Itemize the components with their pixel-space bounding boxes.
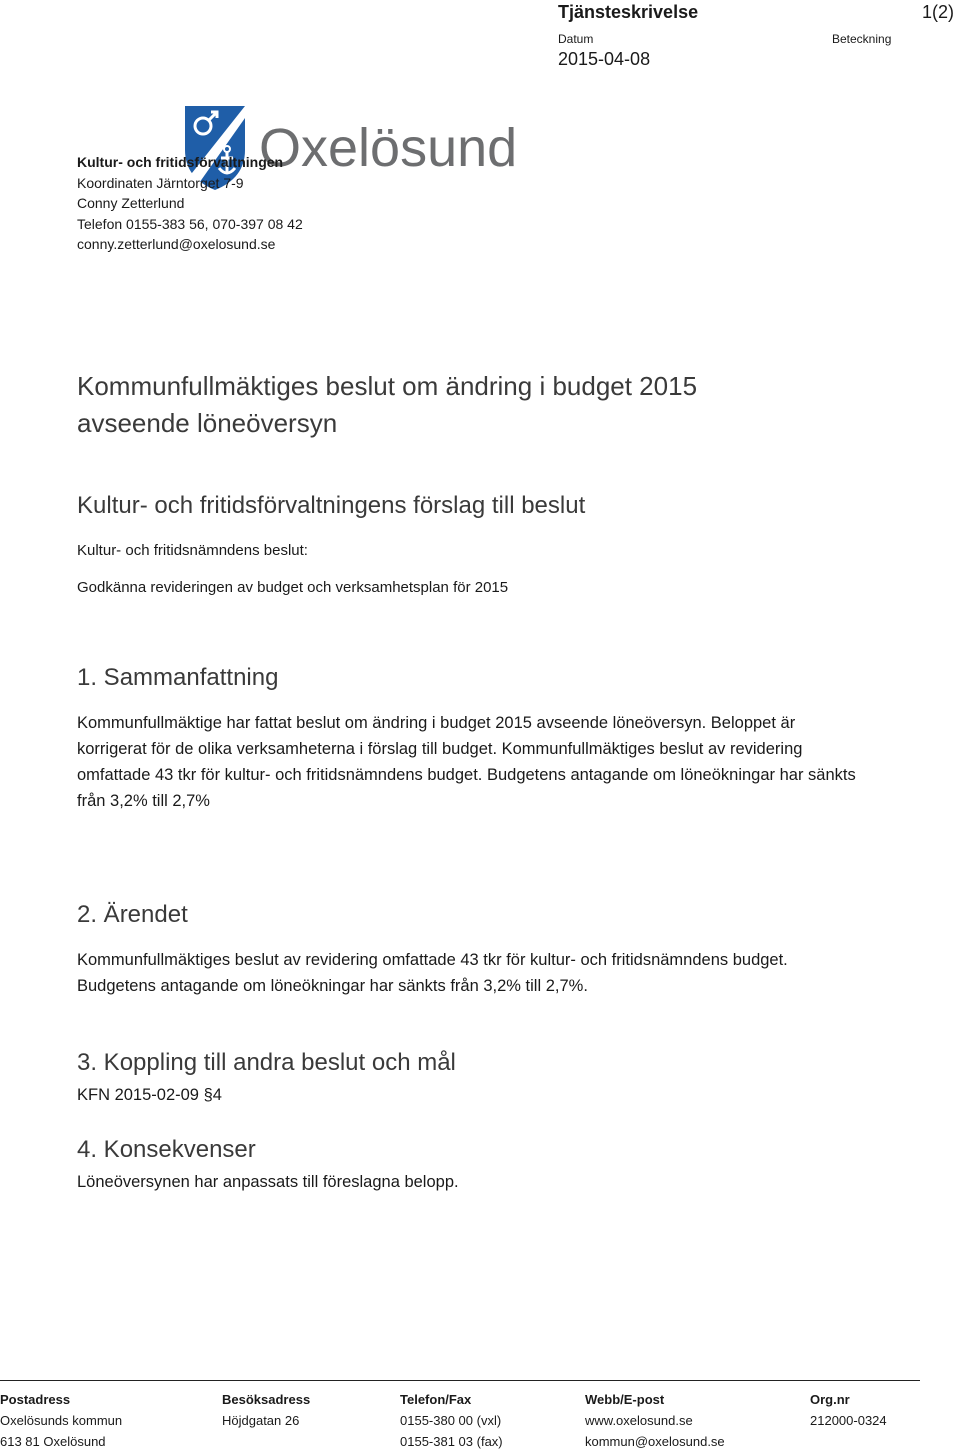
reference-label: Beteckning [832, 32, 892, 46]
document-title [77, 368, 697, 442]
title-line-2: avseende löneöversyn [77, 408, 338, 438]
footer-phone-heading: Telefon/Fax [400, 1392, 472, 1407]
footer-phone-line1: 0155-380 00 (vxl) [400, 1413, 502, 1428]
sender-address: Koordinaten Järntorget 7-9 [77, 174, 244, 191]
footer-phone [400, 1389, 503, 1451]
footer-org [810, 1389, 887, 1431]
footer-postal-heading: Postadress [0, 1392, 71, 1407]
title-line-1: Kommunfullmäktiges beslut om ändring i budget 2015 [77, 371, 698, 401]
section-heading: 2. Ärendet [77, 901, 188, 928]
section-text: Kommunfullmäktiges beslut av revidering omfattade 43 tkr för kultur- och fritidsnämndens budget. Budgetens antagande om löneökningar har sänkts från 3,2% till 2,7%. [77, 951, 788, 995]
footer-web-link[interactable]: www.oxelosund.se [585, 1413, 693, 1428]
footer-divider [0, 1380, 920, 1381]
proposal-heading: Kultur- och fritidsförvaltningens förslag till beslut [77, 492, 586, 519]
footer-web-heading: Webb/E-post [585, 1392, 665, 1407]
footer-web [585, 1389, 725, 1451]
section-text: KFN 2015-02-09 §4 [77, 1086, 222, 1104]
section-text: Kommunfullmäktige har fattat beslut om ändring i budget 2015 avseende löneöversyn. Beloppet är korrigerat för de olika verksamheterna i förslag till budget. Kommunfullmäktiges beslut av revidering omfattade 43 tkr för kultur- och fritidsnämndens budget. Budgetens antagande om löneökningar har sänkts från 3,2% till 2,7% [77, 714, 856, 810]
footer-postal [0, 1389, 122, 1451]
footer-email-link[interactable]: kommun@oxelosund.se [585, 1434, 725, 1449]
sender-department: Kultur- och fritidsförvaltningen [77, 154, 284, 170]
footer-org-heading: Org.nr [810, 1392, 850, 1407]
section-heading: 4. Konsekvenser [77, 1136, 256, 1163]
decision-text: Godkänna revideringen av budget och verksamhetsplan för 2015 [77, 579, 509, 596]
footer-org-number: 212000-0324 [810, 1413, 887, 1428]
page-number: 1(2) [922, 2, 955, 22]
footer-postal-line1: Oxelösunds kommun [0, 1413, 123, 1428]
section-text: Löneöversynen har anpassats till föreslagna belopp. [77, 1173, 459, 1191]
footer-visit-line1: Höjdgatan 26 [222, 1413, 300, 1428]
document-type: Tjänsteskrivelse [558, 2, 699, 22]
footer-visit [222, 1389, 310, 1431]
sender-block [77, 152, 303, 255]
logo-wordmark: Oxelösund [259, 118, 518, 178]
sender-email: conny.zetterlund@oxelosund.se [77, 236, 276, 252]
section-heading: 1. Sammanfattning [77, 664, 279, 691]
footer-phone-line2: 0155-381 03 (fax) [400, 1434, 503, 1449]
sender-phone: Telefon 0155-383 56, 070-397 08 42 [77, 215, 303, 232]
date-label: Datum [558, 32, 594, 46]
footer-visit-heading: Besöksadress [222, 1392, 311, 1407]
document-date: 2015-04-08 [558, 49, 651, 69]
section-heading: 3. Koppling till andra beslut och mål [77, 1049, 456, 1076]
footer-postal-line2: 613 81 Oxelösund [0, 1434, 106, 1449]
sender-name: Conny Zetterlund [77, 195, 185, 211]
decision-label: Kultur- och fritidsnämndens beslut: [77, 542, 308, 559]
